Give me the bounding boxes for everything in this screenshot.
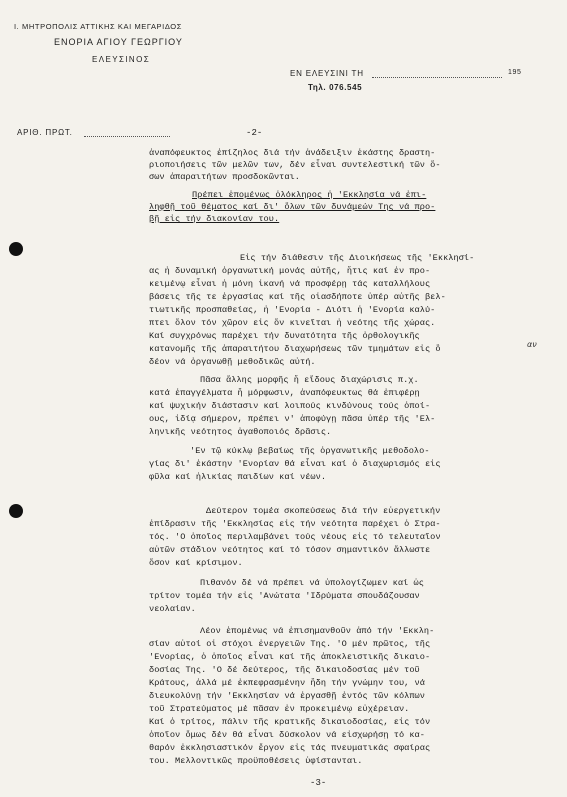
text-line: Καί συγχρόνως παρέχει τήν δυνατότητα τῆς ὀρθολογικῆς [149, 331, 420, 341]
year-suffix: 195 [508, 69, 522, 76]
text-line: Καί ὁ τρίτος, πάλιν τῆς κρατικῆς δικαιοδοσίας, εἰς τόν [149, 717, 431, 727]
text-line: πτει ὅλον τόν χῶρον εἰς ὅν κινεῖται ἡ νεότης τῆς χώρας. [149, 318, 436, 328]
text-line: κατά ἐπαγγέλματα ἤ μόρφωσιν, ἀναπόφευκτως θά ἐπιφέρῃ [149, 388, 420, 398]
text-line: νεολαίαν. [149, 604, 196, 614]
text-line: Κράτους, ἀλλά μέ ἐκπεφρασμένην ἤδη τήν γνώμην του, νά [149, 678, 425, 688]
text-line: τοῦ Στρατεύματος μέ πᾶσαν ἐν προκειμένῳ εὐχέρειαν. [149, 704, 410, 714]
text-line: δέον νά ὀργανωθῇ μεθοδικῶς αὐτή. [149, 357, 316, 367]
letterhead-parish: ΕΝΟΡΙΑ ΑΓΙΟΥ ΓΕΩΡΓΙΟΥ [54, 37, 183, 47]
punch-hole [9, 504, 23, 518]
text-line: 'Ενορίας, ὁ ὁποῖος εἶναι καί τῆς ἀποκλειστικῆς δικαιο- [149, 652, 431, 662]
text-line: δοσίας Της. 'Ο δέ δεύτερος, τῆς δικαιοδοσίας μέν τοῦ [149, 665, 420, 675]
text-line: 'Εν τῷ κύκλῳ βεβαίως τῆς ὀργανωτικῆς μεθοδολο- [190, 446, 430, 456]
protocol-label: ΑΡΙΘ. ΠΡΩΤ. [17, 128, 73, 137]
text-line: ὁποῖον ὅμως δέν θά εἶναι δύσκολον νά εἰσχωρήσῃ τό κα- [149, 730, 425, 740]
text-line: Εἰς τήν διάθεσιν τῆς Διοικήσεως τῆς 'Εκκλησί- [240, 253, 475, 263]
text-line: βῇ εἰς τήν διακονίαν του. [149, 214, 280, 224]
text-line: Πᾶσα ἄλλης μορφῆς ἤ εἴδους διαχώρισις π.χ. [200, 375, 419, 385]
letterhead-city: ΕΛΕΥΣΙΝΟΣ [92, 55, 151, 64]
text-line: ριοποιήσεις τῶν μελῶν των, δέν εἶναι συντελεστική τῶν ὅ- [149, 160, 441, 170]
text-line: φῦλα καί ἡλικίας παιδίων καί νέων. [149, 472, 327, 482]
phone-number: Τηλ. 076.545 [308, 83, 363, 92]
date-dotted-line [372, 77, 502, 78]
text-line: Πρέπει ἑπομένως ὁλόκληρος ἡ 'Εκκλησία νά ἐπι- [192, 190, 427, 200]
text-line: διευκολύνῃ τήν 'Εκκλησίαν νά ἐργασθῇ ἐντός τῶν κόλπων [149, 691, 425, 701]
text-line: ληνικῆς νεότητος ἀγαθοποιός δρᾶσις. [149, 427, 332, 437]
page-number-top: -2- [246, 128, 263, 138]
page-number-bottom: -3- [310, 778, 327, 788]
place-date-label: ΕΝ ΕΛΕΥΣΙΝΙ ΤΗ [290, 69, 364, 78]
text-line: κειμένῳ εἶναι ἡ μόνη ἱκανή νά προσφέρῃ τάς καταλλήλους [149, 279, 431, 289]
text-line: σίαν αὐτοί οἱ στόχοι ἐνεργειῶν Της. 'Ο μέν πρῶτος, τῆς [149, 639, 431, 649]
text-line: καί ψυχικήν διάστασιν καί λοιπούς κινδύνους τούς ὁποί- [149, 401, 431, 411]
text-line: ους, ἰδίᾳ σήμερον, πρέπει ν' ἀποφύγῃ πᾶσα ὑπέρ τῆς 'Ελ- [149, 414, 436, 424]
text-line: βάσεις τῆς τε ἐργασίας καί τῆς οἱασδήποτε ὑπέρ αὐτῆς βελ- [149, 292, 446, 302]
protocol-dotted-line [84, 136, 170, 137]
text-line: τρίτον τομέα τήν εἰς 'Ανώτατα 'Ιδρύματα σπουδάζουσαν [149, 591, 420, 601]
text-line: Δεύτερον τομέα σκοπεύσεως διά τήν εὐεργετικήν [206, 506, 441, 516]
text-line: σων ἀπαραιτήτων προσδοκῶνται. [149, 172, 301, 182]
letterhead-metropolis: Ι. ΜΗΤΡΟΠΟΛΙΣ ΑΤΤΙΚΗΣ ΚΑΙ ΜΕΓΑΡΙΔΟΣ [14, 22, 182, 31]
punch-hole [9, 242, 23, 256]
text-line: ὅσον καί κρίσιμον. [149, 558, 243, 568]
text-line: ληφθῇ τοῦ θέματος καί δι' ὅλων τῶν δυνάμεών Της νά προ- [149, 202, 436, 212]
text-line: αὐτῶν στάδιον νεότητος καί τό τόσον σημαντικόν ἄλλωστε [149, 545, 431, 555]
text-line: τός. 'Ο ὁποῖος περιλαμβάνει τούς νέους εἰς τό τελευταῖον [149, 532, 441, 542]
text-line: τιωτικῆς προσπαθείας, ἡ 'Ενορία - Διότι ἡ 'Ενορία καλύ- [149, 305, 436, 315]
text-line: ας ἡ δυναμική ὀργανωτική μονάς αὐτῆς, ἥτις καί ἐν προ- [149, 266, 431, 276]
text-line: ἀναπόφευκτος ἐπίζηλος διά τήν ἀνάδειξιν ἑκάστης δραστη- [149, 148, 436, 158]
text-line: Λέον ἑπομένως νά ἐπισημανθοῦν ἀπό τήν 'Εκκλη- [200, 626, 435, 636]
text-line: γίας δι' ἑκάστην 'Ενορίαν θά εἶναι καί ὁ διαχωρισμός εἰς [149, 459, 441, 469]
text-line: Πιθανόν δέ νά πρέπει νά ὑπολογίζωμεν καί ὡς [200, 578, 424, 588]
text-line: θαρόν ἐκκλησιαστικόν ἔργον εἰς τάς πνευματικάς σφαίρας [149, 743, 431, 753]
text-line: ἐπίδρασιν τῆς 'Εκκλησίας εἰς τήν νεότητα παρέχει ὁ Στρα- [149, 519, 441, 529]
text-line: του. Μελλοντικῶς προϋποθέσεις ὑφίστανται. [149, 756, 363, 766]
text-line: κατανομῆς τῆς ἀπαραιτήτου διαχωρήσεως τῶν τμημάτων εἰς ὃ [149, 344, 441, 354]
handwritten-margin-note: αν [527, 340, 537, 349]
